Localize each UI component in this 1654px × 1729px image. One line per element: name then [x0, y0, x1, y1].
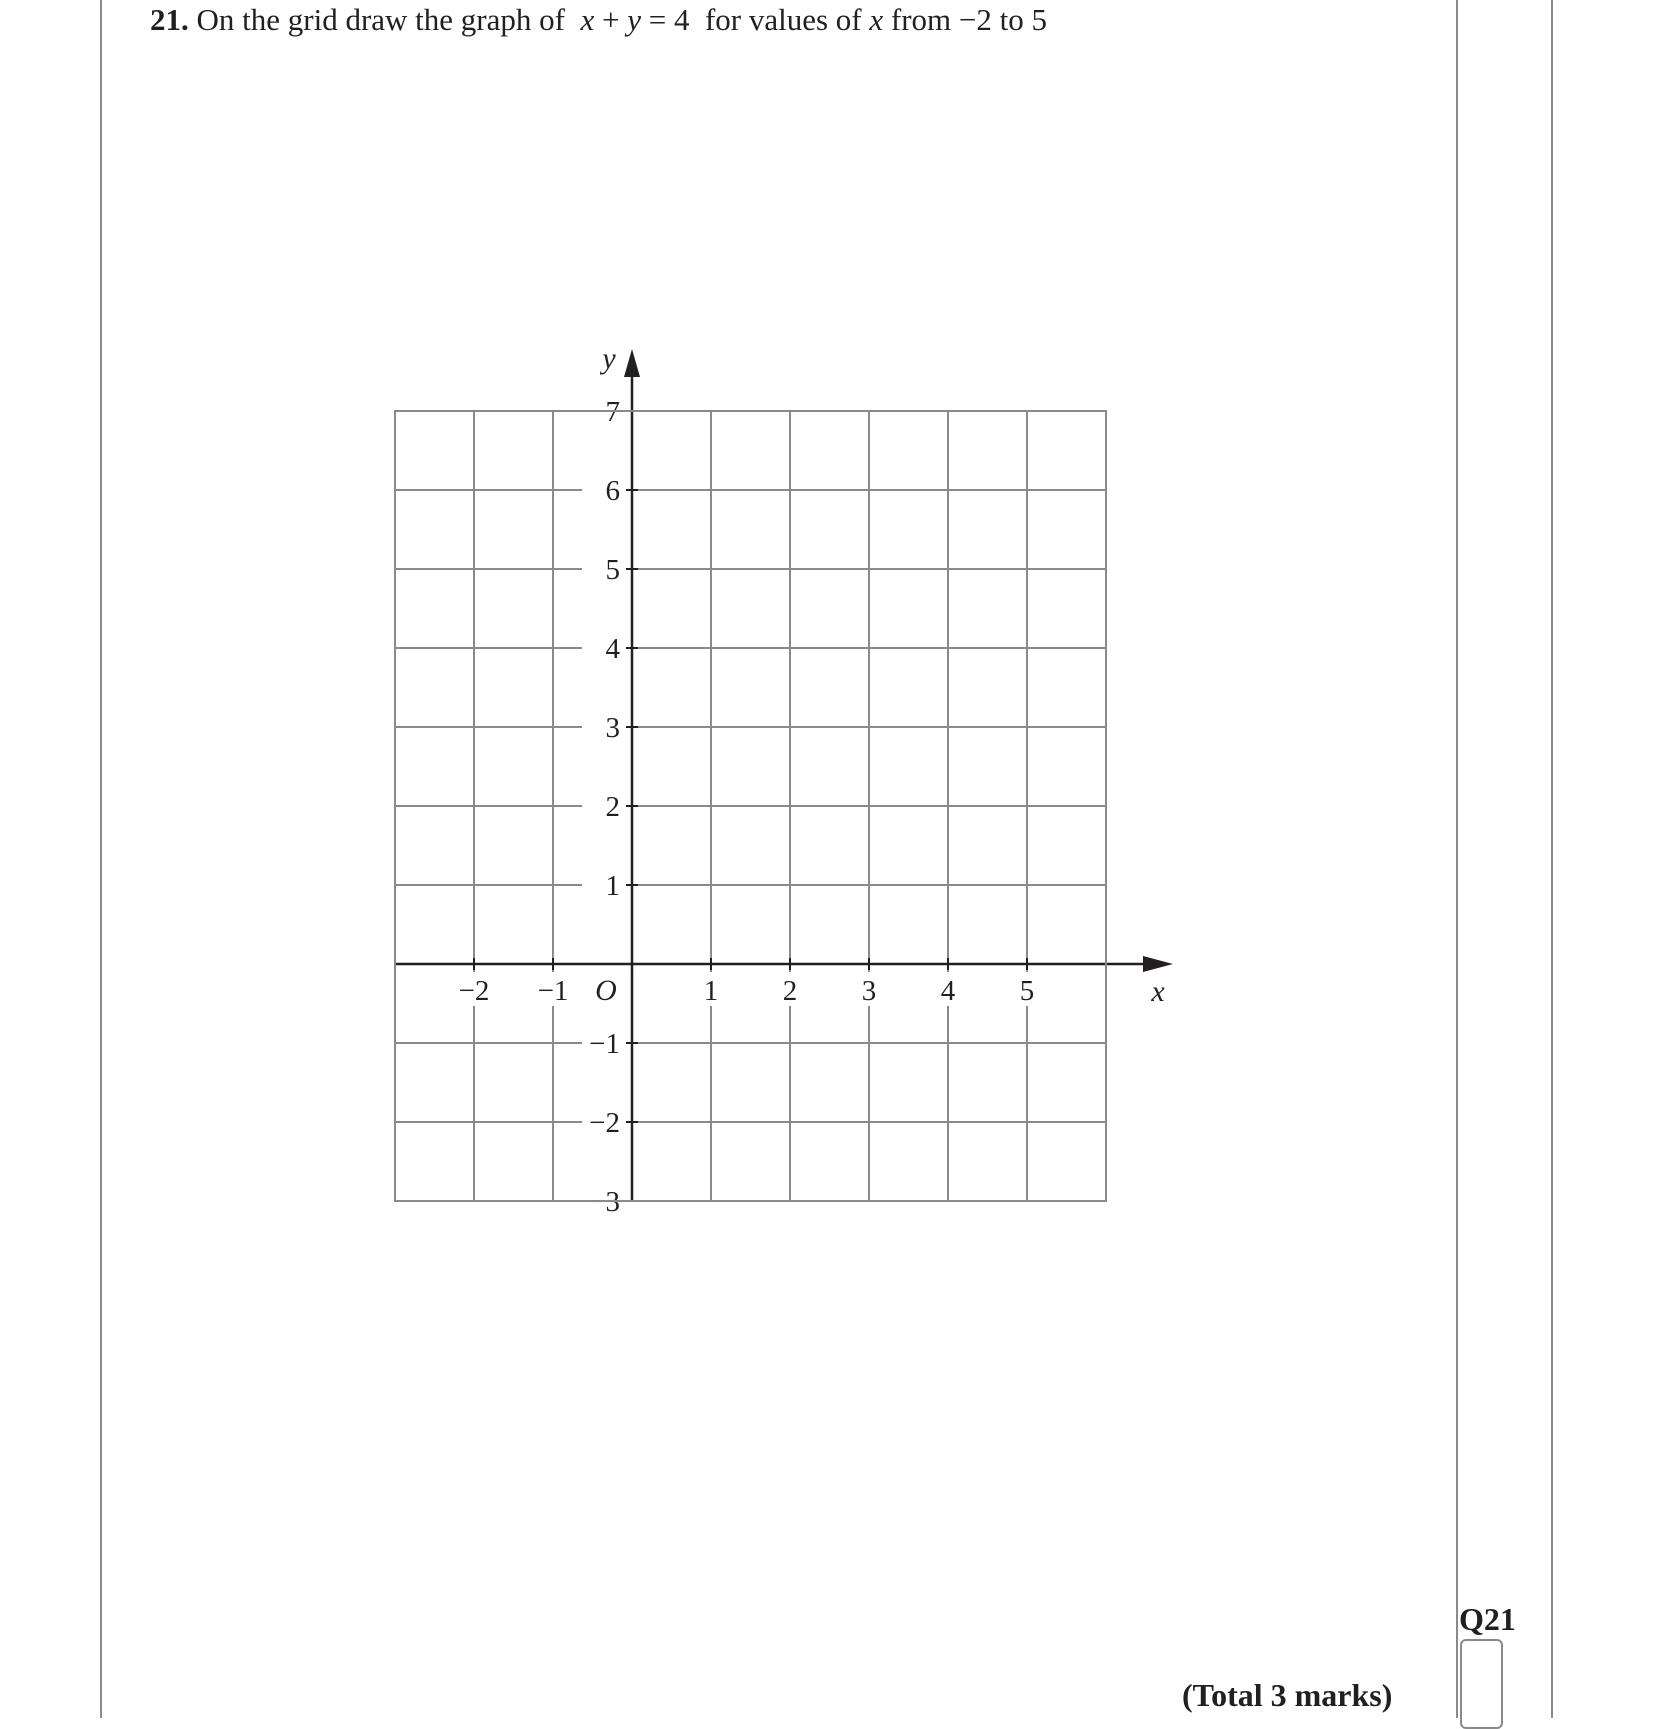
question-text-after: from −2 to 5 — [890, 2, 1047, 37]
y-tick-label: 1 — [605, 870, 620, 902]
x-tick-label: 4 — [940, 975, 956, 1007]
x-tick-label: 2 — [782, 975, 798, 1007]
y-tick-label: 2 — [605, 791, 620, 823]
origin-label: O — [595, 974, 617, 1007]
x-tick-label: 3 — [861, 975, 877, 1007]
equation-var2: y — [627, 2, 641, 37]
y-tick-label: −2 — [589, 1107, 620, 1139]
y-tick-label: −1 — [589, 1028, 620, 1060]
equation-rest: = 4 — [648, 2, 690, 37]
y-tick-label: 4 — [605, 633, 620, 665]
x-tick-label: −1 — [537, 975, 569, 1007]
x-axis-arrow-icon — [1143, 956, 1173, 972]
question-number: 21. — [150, 2, 189, 37]
y-tick-label: −3 — [589, 1186, 620, 1218]
y-axis-label: y — [602, 342, 616, 375]
question-text-middle: for values of — [704, 2, 862, 37]
equation-plus: + — [601, 2, 620, 37]
x-axis-label: x — [1151, 975, 1165, 1008]
question-text-before: On the grid draw the graph of — [196, 2, 565, 37]
equation-var1: x — [580, 2, 595, 37]
question-variable: x — [869, 2, 884, 37]
x-tick-label: 1 — [703, 975, 719, 1007]
x-tick-label: −2 — [458, 975, 490, 1007]
y-tick-label: 7 — [605, 396, 620, 428]
examiner-mark-box — [1460, 1639, 1503, 1729]
question-ref-label: Q21 — [1459, 1601, 1516, 1637]
y-axis-arrow-icon — [624, 349, 640, 377]
y-tick-label: 6 — [605, 475, 620, 507]
total-marks: (Total 3 marks) — [1182, 1677, 1393, 1713]
y-tick-label: 5 — [605, 554, 620, 586]
y-tick-label: 3 — [605, 712, 620, 744]
x-tick-label: 5 — [1019, 975, 1035, 1007]
